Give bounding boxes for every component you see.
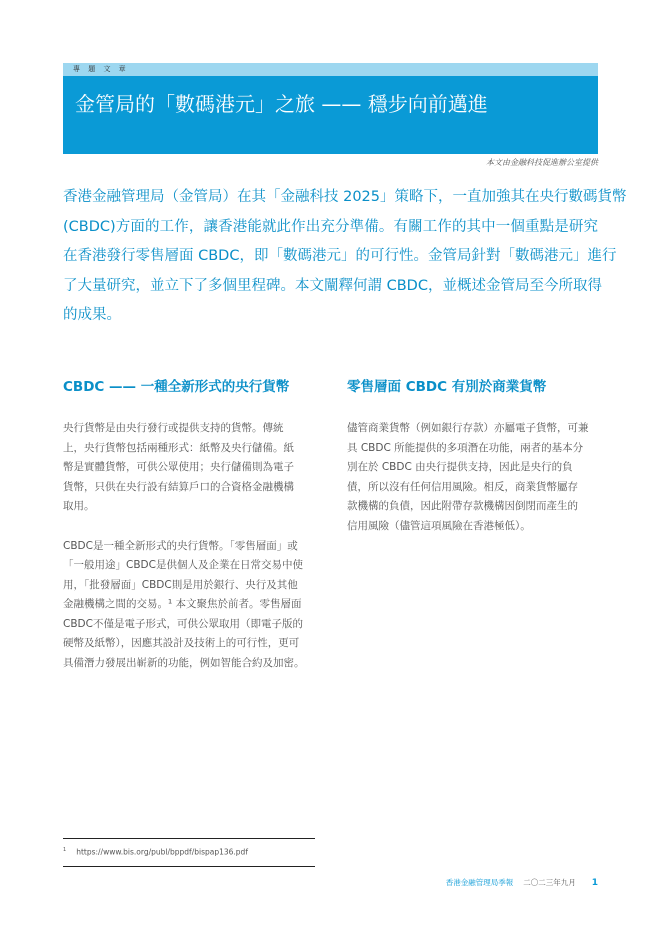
intro-line: 在香港發行零售層面 CBDC，即「數碼港元」的可行性。金管局針對「數碼港元」進行 bbox=[63, 248, 617, 264]
intro-line: 香港金融管理局（金管局）在其「金融科技 2025」策略下，一直加強其在央行數碼貨幣 bbox=[63, 189, 627, 205]
text-line: 硬幣及紙幣），因應其設計及技術上的可行性，更可 bbox=[63, 637, 300, 649]
intro-line: 了大量研究，並立下了多個里程碑。本文闡釋何謂 CBDC，並概述金管局至今所取得 bbox=[63, 277, 602, 294]
footnote-divider-top bbox=[63, 838, 315, 839]
footnote bbox=[63, 847, 248, 857]
footnote-divider-bottom bbox=[63, 866, 315, 867]
text-line: 金融機構之間的交易。¹ 本文聚焦於前者。零售層面 bbox=[63, 598, 302, 610]
intro-line: 的成果。 bbox=[63, 307, 121, 323]
text-line: 幣是實體貨幣，可供公眾使用；央行儲備則為電子 bbox=[63, 461, 294, 473]
text-line: CBDC不僅是電子形式，可供公眾取用（即電子版的 bbox=[63, 617, 303, 630]
paragraph bbox=[63, 419, 315, 517]
issue-date: 二〇二三年九月 bbox=[523, 878, 576, 887]
text-line: 債，所以沒有任何信用風險。相反，商業貨幣屬存 bbox=[347, 480, 578, 493]
publication-name: 香港金融管理局季報 bbox=[445, 878, 514, 887]
text-line: 「一般用途」CBDC是供個人及企業在日常交易中使 bbox=[63, 559, 303, 571]
text-line: 款機構的負債，因此附帶存款機構因倒閉而產生的 bbox=[347, 500, 578, 512]
page-number: 1 bbox=[591, 878, 598, 888]
text-line: 別在於 CBDC 由央行提供支持，因此是央行的負 bbox=[347, 461, 573, 473]
page-footer bbox=[446, 877, 598, 888]
intro-line: (CBDC)方面的工作，讓香港能就此作出充分準備。有關工作的其中一個重點是研究 bbox=[63, 218, 598, 235]
text-line: 信用風險（儘管這項風險在香港極低）。 bbox=[347, 519, 531, 532]
text-line: 上，央行貨幣包括兩種形式：紙幣及央行儲備。紙 bbox=[63, 441, 294, 454]
text-line: 具 CBDC 所能提供的多項潛在功能，兩者的基本分 bbox=[347, 441, 584, 454]
text-line: 取用。 bbox=[63, 500, 95, 512]
right-column bbox=[347, 375, 599, 556]
page-title: 金管局的「數碼港元」之旅 —— 穩步向前邁進 bbox=[75, 92, 488, 116]
title-banner bbox=[63, 76, 598, 154]
text-line: 用，「批發層面」CBDC則是用於銀行、央行及其他 bbox=[63, 578, 298, 591]
text-line: 具備潛力發展出嶄新的功能，例如智能合約及加密。 bbox=[63, 656, 305, 669]
section-heading-cbdc: CBDC —— 一種全新形式的央行貨幣 bbox=[63, 379, 290, 395]
text-line: 央行貨幣是由央行發行或提供支持的貨幣。傳統 bbox=[63, 422, 284, 434]
text-line: 貨幣，只供在央行設有結算戶口的合資格金融機構 bbox=[63, 480, 294, 493]
section-label: 專 題 文 章 bbox=[73, 65, 129, 73]
left-column bbox=[63, 375, 315, 693]
paragraph bbox=[63, 537, 315, 674]
text-line: 儘管商業貨幣（例如銀行存款）亦屬電子貨幣，可兼 bbox=[347, 422, 589, 434]
paragraph bbox=[347, 419, 599, 536]
footnote-link[interactable]: https://www.bis.org/publ/bppdf/bispap136.pdf bbox=[76, 847, 248, 857]
intro-paragraph bbox=[63, 183, 627, 331]
section-label-strip bbox=[63, 63, 598, 76]
article-credit: 本文由金融科技促進辦公室提供 bbox=[486, 158, 598, 167]
section-heading-retail-cbdc: 零售層面 CBDC 有別於商業貨幣 bbox=[347, 379, 547, 395]
text-line: CBDC是一種全新形式的央行貨幣。「零售層面」或 bbox=[63, 539, 298, 552]
footnote-marker: 1 bbox=[63, 847, 67, 853]
